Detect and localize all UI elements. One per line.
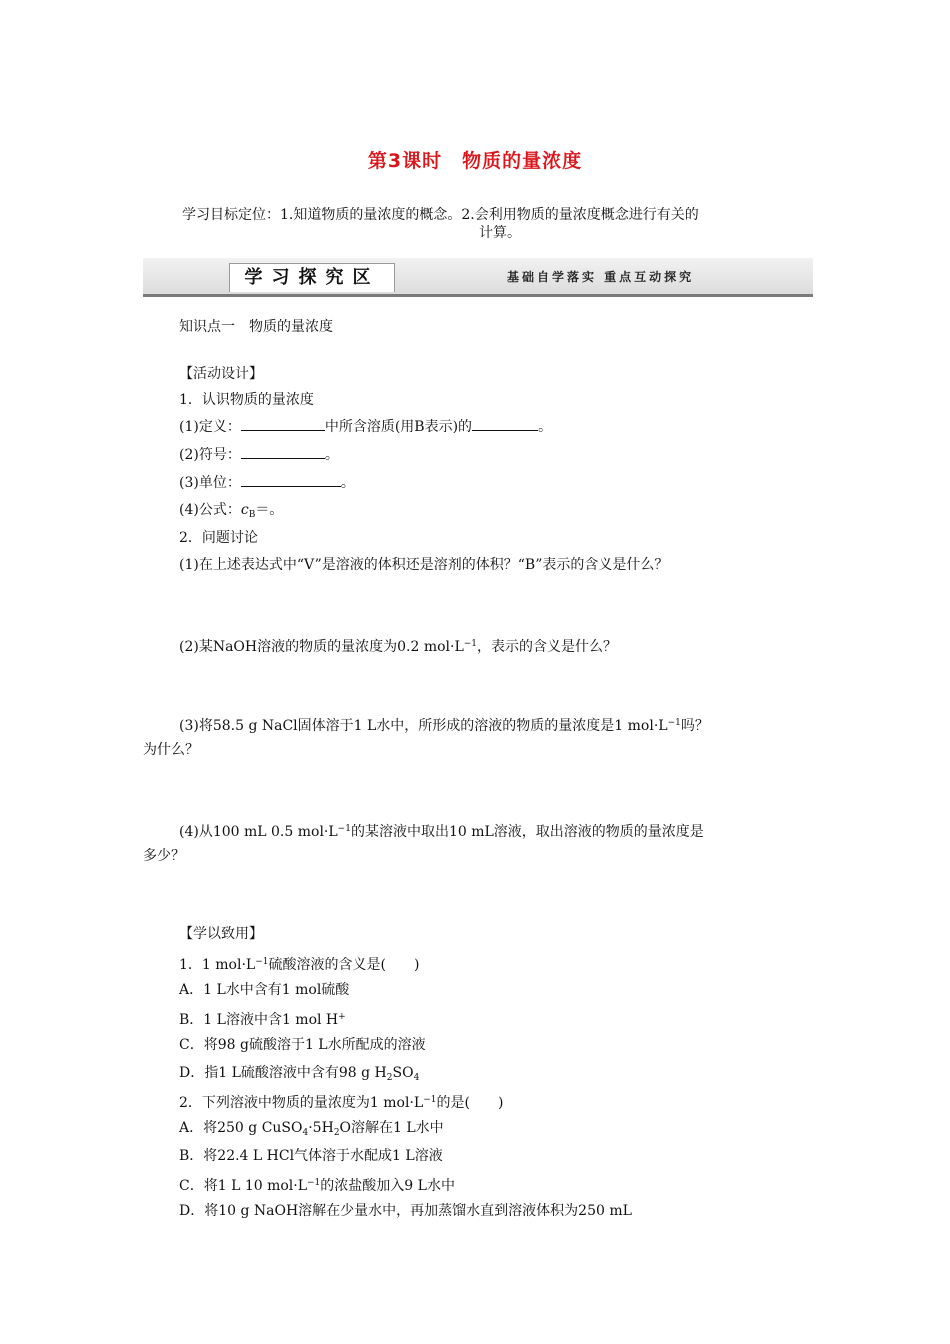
question-2-text: (2)某NaOH溶液的物质的量浓度为0.2 mol·L: [179, 639, 464, 655]
formula-prefix: (4)公式：: [179, 502, 241, 518]
definition-end: 。: [538, 419, 553, 435]
practice-1-option-a: A．1 L水中含有1 mol硫酸: [179, 982, 350, 998]
practice-1-option-b-sup: +: [338, 1012, 346, 1022]
subscript: 4: [413, 1073, 420, 1083]
practice-2-option-a: [179, 1119, 444, 1142]
practice-2-text: 2．下列溶液中物质的量浓度为1 mol·L: [179, 1095, 424, 1111]
activity-item-1: 1．认识物质的量浓度: [179, 392, 314, 408]
question-3-text: (3)将58.5 g NaCl固体溶于1 L水中，所形成的溶液的物质的量浓度是1 mol·L: [179, 718, 668, 734]
banner-tab: 学习探究区: [229, 263, 395, 292]
definition-blank-1[interactable]: [241, 418, 325, 431]
definition-prefix: (1)定义：: [179, 419, 241, 435]
subscript: 2: [333, 1128, 340, 1138]
goal-line-1: 学习目标定位：1.知道物质的量浓度的概念。2.会利用物质的量浓度概念进行有关的: [182, 207, 699, 223]
question-4-sup: −1: [337, 824, 351, 834]
symbol-prefix: (2)符号：: [179, 447, 241, 463]
symbol-line: [179, 446, 339, 464]
activity-header: 【活动设计】: [179, 366, 263, 382]
practice-1-text: 1．1 mol·L: [179, 957, 256, 973]
practice-2-option-c-sup: −1: [307, 1178, 321, 1188]
knowledge-point-heading: 知识点一 物质的量浓度: [179, 319, 333, 335]
question-4-text: (4)从100 mL 0.5 mol·L: [179, 824, 338, 840]
practice-2-option-b: B．将22.4 L HCl气体溶于水配成1 L溶液: [179, 1148, 443, 1164]
unit-blank[interactable]: [241, 474, 341, 487]
learning-goal: [182, 206, 812, 242]
definition-blank-2[interactable]: [472, 418, 538, 431]
practice-2-option-c-text: C．将1 L 10 mol·L: [179, 1178, 308, 1194]
question-2: [179, 635, 617, 656]
practice-2-option-a-end: O溶解在1 L水中: [339, 1120, 444, 1136]
formula-sub: B: [248, 510, 256, 520]
question-2-end: ，表示的含义是什么？: [477, 639, 618, 655]
definition-line: [179, 418, 552, 436]
practice-1-option-d-mid: SO: [392, 1065, 414, 1081]
question-3-line-2: 为什么？: [143, 742, 199, 758]
practice-2-option-d: D．将10 g NaOH溶解在少量水中，再加蒸馏水直到溶液体积为250 mL: [179, 1203, 632, 1219]
subscript: 2: [386, 1073, 393, 1083]
symbol-blank[interactable]: [241, 446, 325, 459]
question-2-sup: −1: [463, 639, 478, 649]
practice-1-option-c: C．将98 g硫酸溶于1 L水所配成的溶液: [179, 1037, 426, 1053]
practice-1: [179, 953, 419, 974]
unit-line: [179, 474, 355, 492]
practice-1-option-b: [179, 1008, 346, 1029]
practice-1-option-b-text: B．1 L溶液中含1 mol H: [179, 1012, 339, 1028]
unit-end: 。: [340, 475, 355, 491]
practice-2: [179, 1091, 503, 1112]
practice-1-end: 硫酸溶液的含义是( ): [268, 957, 420, 973]
formula-c: c: [240, 502, 249, 518]
subscript: 4: [302, 1128, 309, 1138]
practice-header: 【学以致用】: [179, 926, 263, 942]
page-title: 第3课时 物质的量浓度: [367, 150, 583, 172]
unit-prefix: (3)单位：: [179, 475, 241, 491]
activity-item-2: 2．问题讨论: [179, 530, 258, 546]
question-4-line-2: 多少？: [143, 848, 185, 864]
practice-1-option-d-text: D．指1 L硫酸溶液中含有98 g H: [179, 1065, 387, 1081]
section-banner: [143, 258, 813, 297]
practice-2-end: 的是( ): [436, 1095, 504, 1111]
practice-1-sup: −1: [255, 957, 269, 967]
question-3: [179, 714, 709, 735]
formula-end: ＝。: [255, 502, 284, 518]
question-3-end: 吗？: [680, 718, 709, 734]
goal-line-2: 计算。: [479, 225, 521, 241]
question-3-sup: −1: [667, 718, 681, 728]
practice-2-option-c-end: 的浓盐酸加入9 L水中: [320, 1178, 455, 1194]
practice-2-option-c: [179, 1174, 455, 1195]
practice-1-option-d: [179, 1064, 419, 1087]
question-1: (1)在上述表达式中“V”是溶液的体积还是溶剂的体积？“B”表示的含义是什么？: [179, 557, 669, 573]
question-4: [179, 820, 704, 841]
practice-2-option-a-mid: ·5H: [308, 1120, 334, 1136]
practice-2-sup: −1: [423, 1095, 437, 1105]
formula-line: [179, 501, 283, 524]
practice-2-option-a-text: A．将250 g CuSO: [179, 1120, 303, 1136]
banner-subtitle: 基础自学落实 重点互动探究: [507, 270, 695, 284]
definition-mid: 中所含溶质(用B表示)的: [324, 419, 473, 435]
symbol-end: 。: [324, 447, 339, 463]
question-4-end: 的某溶液中取出10 mL溶液，取出溶液的物质的量浓度是: [350, 824, 704, 840]
